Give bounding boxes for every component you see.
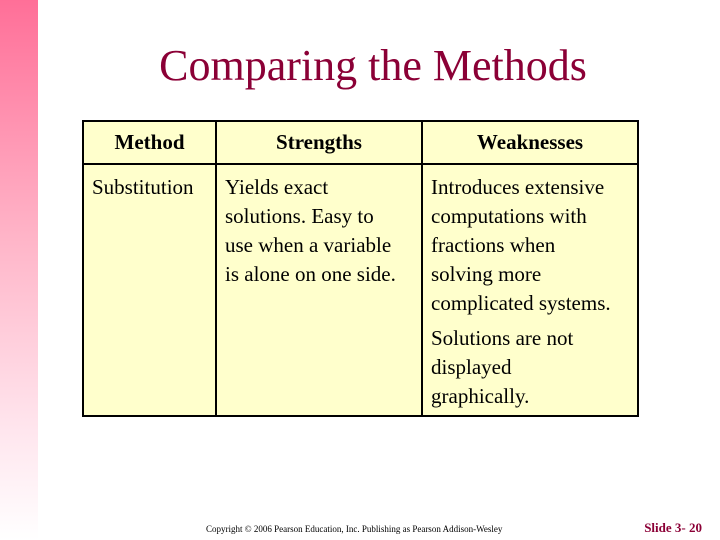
slide-title: Comparing the Methods <box>159 41 587 90</box>
header-strengths: Strengths <box>216 121 422 164</box>
strengths-line: Yields exact <box>225 175 329 199</box>
weakness-line: fractions when <box>431 233 556 257</box>
cell-method <box>83 164 216 416</box>
methods-comparison-table <box>82 120 639 417</box>
weakness-line: complicated systems. <box>431 291 611 315</box>
weakness-paragraph-2 <box>431 324 631 411</box>
weakness-line: displayed <box>431 355 512 379</box>
method-name: Substitution <box>92 175 194 199</box>
cell-strengths <box>216 164 422 416</box>
cell-weaknesses <box>422 164 638 416</box>
strengths-line: use when a variable <box>225 233 392 257</box>
weakness-line: computations with <box>431 204 587 228</box>
header-method: Method <box>83 121 216 164</box>
weakness-line: Solutions are not <box>431 326 574 350</box>
copyright-footer: Copyright © 2006 Pearson Education, Inc. Publishing as Pearson Addison-Wesley <box>206 524 503 534</box>
slide-number: Slide 3- 20 <box>644 520 702 535</box>
weakness-line: graphically. <box>431 384 530 408</box>
weakness-line: solving more <box>431 262 542 286</box>
strengths-line: solutions. Easy to <box>225 204 374 228</box>
weakness-line: Introduces extensive <box>431 175 605 199</box>
table-row <box>83 164 638 416</box>
table-header-row <box>83 121 638 164</box>
weakness-paragraph-1 <box>431 173 631 318</box>
strengths-line: is alone on one side. <box>225 262 396 286</box>
header-weaknesses: Weaknesses <box>422 121 638 164</box>
